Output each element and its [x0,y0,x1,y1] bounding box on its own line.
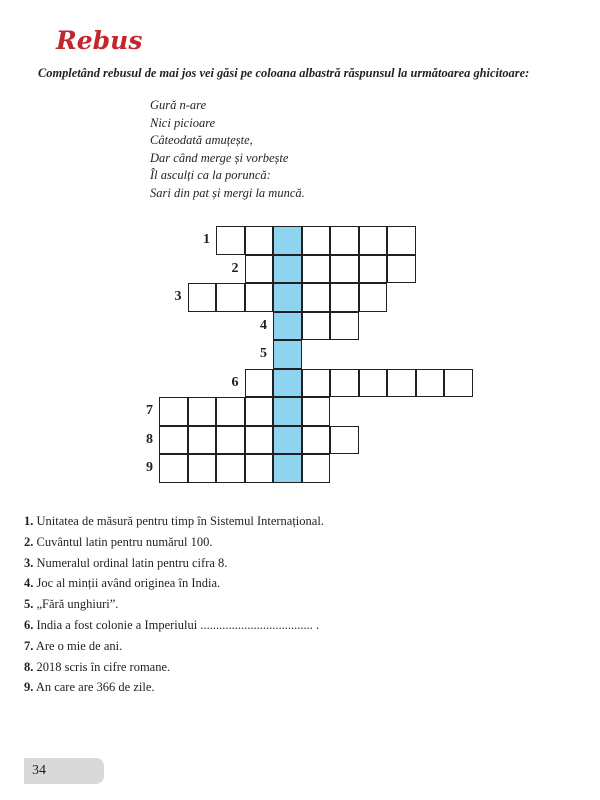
crossword-cell[interactable] [245,426,274,455]
crossword-cell[interactable] [188,426,217,455]
crossword-cell[interactable] [216,397,245,426]
crossword-cell[interactable] [302,283,331,312]
crossword-cell[interactable] [387,369,416,398]
crossword-cell[interactable] [359,226,388,255]
clue-text: An care are 366 de zile. [35,680,155,695]
clue-number: 4. [24,576,34,591]
crossword-cell[interactable] [302,255,331,284]
clue-number: 1. [24,514,34,528]
crossword-cell[interactable] [387,255,416,284]
instructions-text: Completând rebusul de mai jos vei găsi pe coloana albastră răspunsul la următoarea ghicitoare: [38,66,530,80]
crossword-cell[interactable] [387,226,416,255]
riddle-line: Gură n-are [150,98,207,112]
clue-number: 7. [24,638,34,653]
row-number-6: 6 [231,374,239,390]
crossword-cell[interactable] [302,454,331,483]
crossword-cell[interactable] [444,369,473,398]
crossword-cell[interactable] [188,454,217,483]
crossword-cell[interactable] [302,369,331,398]
riddle-line: Dar când merge și vorbește [150,150,289,165]
clue-text: Cuvântul latin pentru numărul 100. [36,534,213,549]
key-column-cell[interactable] [273,312,302,341]
clue-item [24,573,324,594]
key-column-cell[interactable] [273,454,302,483]
key-column-cell[interactable] [273,283,302,312]
riddle-line: Îl asculți ca la poruncă: [150,168,271,183]
crossword-cell[interactable] [159,426,188,455]
clue-item [24,615,324,636]
key-column-cell[interactable] [273,226,302,255]
row-number-2: 2 [231,260,239,276]
crossword-cell[interactable] [188,397,217,426]
clue-text: India a fost colonie a Imperiului .................................... . [36,617,320,632]
row-number-5: 5 [260,346,267,361]
crossword-cell[interactable] [216,226,245,255]
row-number-3: 3 [174,289,182,304]
crossword-cell[interactable] [330,283,359,312]
crossword-cell[interactable] [416,369,445,398]
crossword-cell[interactable] [302,426,331,455]
crossword-cell[interactable] [216,283,245,312]
clue-number: 6. [24,617,34,632]
crossword-cell[interactable] [188,283,217,312]
clue-text: Are o mie de ani. [35,638,123,653]
row-number-7: 7 [146,403,153,418]
row-number-1: 1 [203,232,210,247]
crossword-cell[interactable] [330,255,359,284]
page-number: 34 [32,763,46,778]
clue-text: Unitatea de măsură pentru timp în Sistemul Internațional. [36,514,324,528]
crossword-cell[interactable] [330,226,359,255]
crossword-cell[interactable] [359,369,388,398]
key-column-cell[interactable] [273,369,302,398]
clue-number: 3. [24,555,34,570]
riddle-line: Câteodată amuțește, [150,133,253,148]
clue-number: 8. [24,659,34,674]
crossword-cell[interactable] [359,255,388,284]
clue-text: „Fără unghiuri”. [36,597,119,612]
crossword-cell[interactable] [302,312,331,341]
clue-item [24,511,324,532]
row-number-8: 8 [146,431,153,447]
clue-number: 2. [24,534,34,549]
clue-text: 2018 scris în cifre romane. [36,659,171,674]
crossword-cell[interactable] [159,454,188,483]
clue-item [24,594,324,615]
crossword-cell[interactable] [245,397,274,426]
row-number-4: 4 [260,317,267,333]
crossword-cell[interactable] [245,226,274,255]
crossword-cell[interactable] [302,226,331,255]
clue-text: Joc al minții având originea în India. [36,576,221,591]
crossword-cell[interactable] [245,369,274,398]
key-column-cell[interactable] [273,426,302,455]
key-column-cell[interactable] [273,340,302,369]
key-column-cell[interactable] [273,397,302,426]
riddle-line: Nici picioare [150,115,216,130]
crossword-cell[interactable] [330,369,359,398]
page-title: Rebus [56,26,143,55]
clue-text: Numeralul ordinal latin pentru cifra 8. [36,555,228,570]
clue-item [24,636,324,657]
clue-item [24,657,324,678]
riddle-line: Sari din pat și mergi la muncă. [150,185,305,200]
crossword-cell[interactable] [216,454,245,483]
crossword-cell[interactable] [330,426,359,455]
crossword-cell[interactable] [330,312,359,341]
clue-number: 9. [24,680,34,695]
clue-item [24,532,324,553]
crossword-cell[interactable] [359,283,388,312]
clue-list [24,511,324,698]
row-number-9: 9 [146,460,153,475]
key-column-cell[interactable] [273,255,302,284]
crossword-cell[interactable] [302,397,331,426]
clue-number: 5. [24,597,34,612]
clue-item [24,677,324,698]
crossword-cell[interactable] [245,255,274,284]
crossword-cell[interactable] [245,454,274,483]
crossword-cell[interactable] [245,283,274,312]
crossword-cell[interactable] [159,397,188,426]
clue-item [24,553,324,574]
crossword-cell[interactable] [216,426,245,455]
